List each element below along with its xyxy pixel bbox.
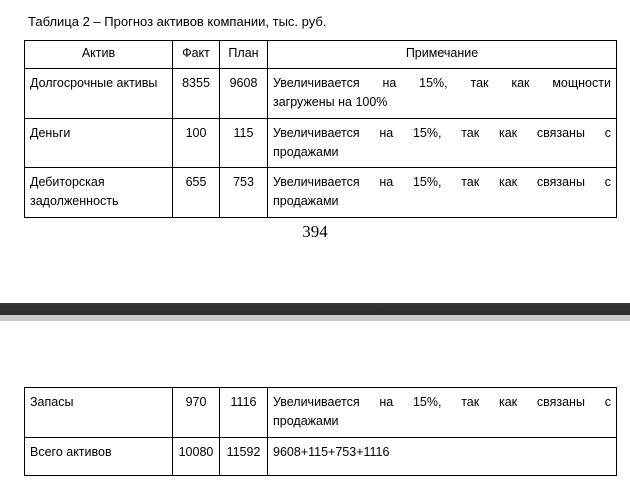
note-line: продажами: [273, 145, 339, 159]
plan-value: 753: [220, 168, 268, 218]
note-word: на: [379, 126, 394, 140]
table-caption: Таблица 2 – Прогноз активов компании, тыс. руб.: [28, 14, 327, 29]
note-word: 15%,: [419, 76, 448, 90]
note-word: с: [604, 126, 611, 140]
note-word: связаны: [536, 126, 585, 140]
note-word: связаны: [536, 175, 585, 189]
note-line: [273, 173, 611, 192]
note-word: Увеличивается: [273, 126, 360, 140]
note-word: Увеличивается: [273, 76, 360, 90]
note-cell: [268, 69, 617, 119]
note-line: [273, 124, 611, 143]
note-line: загружены на 100%: [273, 95, 388, 109]
note-word: на: [379, 395, 394, 409]
page-separator: [0, 303, 630, 315]
plan-value: 115: [220, 119, 268, 168]
table-row: [25, 168, 617, 218]
note-word: 15%,: [412, 175, 442, 189]
plan-value: 1116: [220, 388, 268, 438]
fact-value: 100: [173, 119, 220, 168]
table-row: [25, 119, 617, 168]
fact-value: 10080: [173, 438, 220, 476]
note-word: как: [498, 395, 518, 409]
note-word: связаны: [536, 395, 585, 409]
note-word: на: [379, 175, 394, 189]
note-cell: [268, 168, 617, 218]
note-word: 15%,: [412, 126, 442, 140]
asset-name-line: Дебиторская: [30, 175, 105, 189]
table-row-total: [25, 438, 617, 476]
note-word: как: [498, 126, 518, 140]
asset-name: Деньги: [25, 119, 173, 168]
note-word: как: [498, 175, 518, 189]
header-asset: Актив: [25, 41, 173, 69]
table-row: [25, 388, 617, 438]
note-word: Увеличивается: [273, 175, 360, 189]
table-row: [25, 69, 617, 119]
table-header-row: [25, 41, 617, 69]
page-separator-shadow: [0, 315, 630, 321]
asset-name: Запасы: [25, 388, 173, 438]
fact-value: 655: [173, 168, 220, 218]
header-plan: План: [220, 41, 268, 69]
note-cell: 9608+115+753+1116: [268, 438, 617, 476]
note-word: с: [604, 175, 611, 189]
note-word: мощности: [552, 76, 611, 90]
assets-forecast-table-continued: [24, 387, 617, 476]
asset-name: Всего активов: [25, 438, 173, 476]
note-line: продажами: [273, 194, 339, 208]
note-cell: [268, 388, 617, 438]
header-note: Примечание: [268, 41, 617, 69]
note-line: [273, 74, 611, 93]
note-word: на: [382, 76, 397, 90]
note-word: с: [604, 395, 611, 409]
assets-forecast-table: [24, 40, 617, 218]
header-fact: Факт: [173, 41, 220, 69]
note-word: 15%,: [412, 395, 442, 409]
asset-name-line: задолженность: [30, 194, 119, 208]
note-cell: [268, 119, 617, 168]
page-number: 394: [302, 222, 328, 241]
note-word: так: [461, 175, 480, 189]
note-word: Увеличивается: [273, 395, 360, 409]
note-word: так: [461, 395, 480, 409]
note-word: как: [511, 76, 530, 90]
note-line: [273, 393, 611, 412]
note-word: так: [470, 76, 489, 90]
asset-name: [25, 168, 173, 218]
fact-value: 970: [173, 388, 220, 438]
plan-value: 11592: [220, 438, 268, 476]
note-word: так: [461, 126, 480, 140]
note-line: продажами: [273, 414, 339, 428]
asset-name: Долгосрочные активы: [25, 69, 173, 119]
plan-value: 9608: [220, 69, 268, 119]
fact-value: 8355: [173, 69, 220, 119]
